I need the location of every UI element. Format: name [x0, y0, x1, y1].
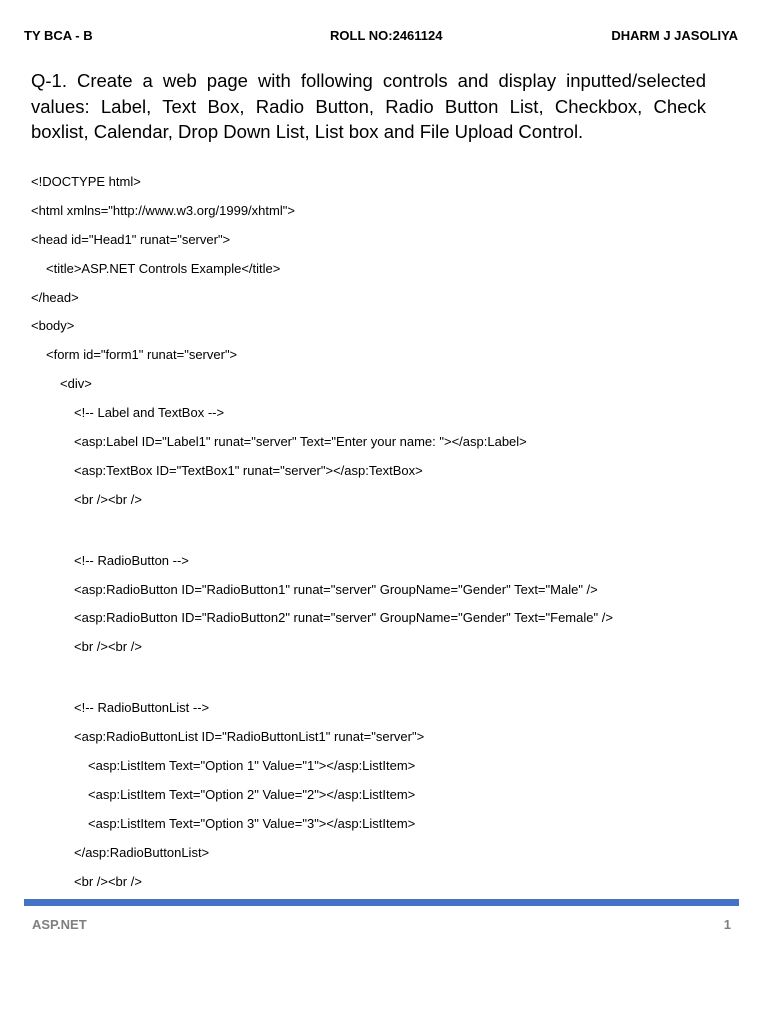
page-number: 1 — [723, 917, 731, 932]
code-line: <asp:ListItem Text="Option 2" Value="2"></asp:ListItem> — [88, 786, 416, 802]
code-blank-line — [31, 519, 731, 551]
code-line: <body> — [31, 318, 75, 334]
code-line: <asp:Label ID="Label1" runat="server" Text="Enter your name: "></asp:Label> — [74, 434, 527, 450]
question-text: Q-1. Create a web page with following controls and display inputted/selected values: Label, Text Box, Radio Button, Radio Button List, Checkbox, Check boxlist, Calendar, Drop Down List, List box and File Upload Control. — [31, 70, 706, 142]
code-line: <form id="form1" runat="server"> — [46, 347, 238, 363]
code-line: </asp:RadioButtonList> — [74, 844, 210, 860]
code-line: <asp:RadioButton ID="RadioButton1" runat="server" GroupName="Gender" Text="Male" /> — [74, 581, 598, 597]
code-line: <!-- RadioButtonList --> — [74, 700, 210, 716]
code-blank-line — [31, 666, 731, 698]
header-roll-number: ROLL NO:2461124 — [330, 28, 443, 43]
code-line: <!DOCTYPE html> — [31, 174, 141, 189]
code-line: <html xmlns="http://www.w3.org/1999/xhtml"> — [31, 202, 295, 218]
code-line: <div> — [60, 376, 92, 392]
code-line: <asp:RadioButton ID="RadioButton2" runat="server" GroupName="Gender" Text="Female" /> — [74, 610, 613, 626]
code-line: <asp:RadioButtonList ID="RadioButtonList1" runat="server"> — [74, 729, 425, 745]
code-line: <br /><br /> — [74, 639, 142, 655]
footer-divider — [24, 899, 739, 906]
footer-subject: ASP.NET — [32, 917, 87, 932]
code-line: <br /><br /> — [74, 491, 142, 507]
code-line: <title>ASP.NET Controls Example</title> — [46, 260, 281, 276]
code-listing — [31, 172, 731, 900]
code-line: <asp:ListItem Text="Option 1" Value="1"></asp:ListItem> — [88, 758, 416, 774]
code-line: <head id="Head1" runat="server"> — [31, 231, 231, 247]
code-line: <asp:TextBox ID="TextBox1" runat="server"></asp:TextBox> — [74, 462, 423, 478]
code-line: <asp:ListItem Text="Option 3" Value="3"></asp:ListItem> — [88, 815, 416, 831]
code-line: <!-- RadioButton --> — [74, 552, 189, 568]
code-line: <!-- Label and TextBox --> — [74, 405, 225, 421]
header-student-name: DHARM J JASOLIYA — [611, 28, 738, 43]
header-class: TY BCA - B — [24, 28, 93, 43]
code-line: </head> — [31, 289, 79, 305]
page-header — [24, 28, 738, 46]
code-line: <br /><br /> — [74, 873, 142, 889]
